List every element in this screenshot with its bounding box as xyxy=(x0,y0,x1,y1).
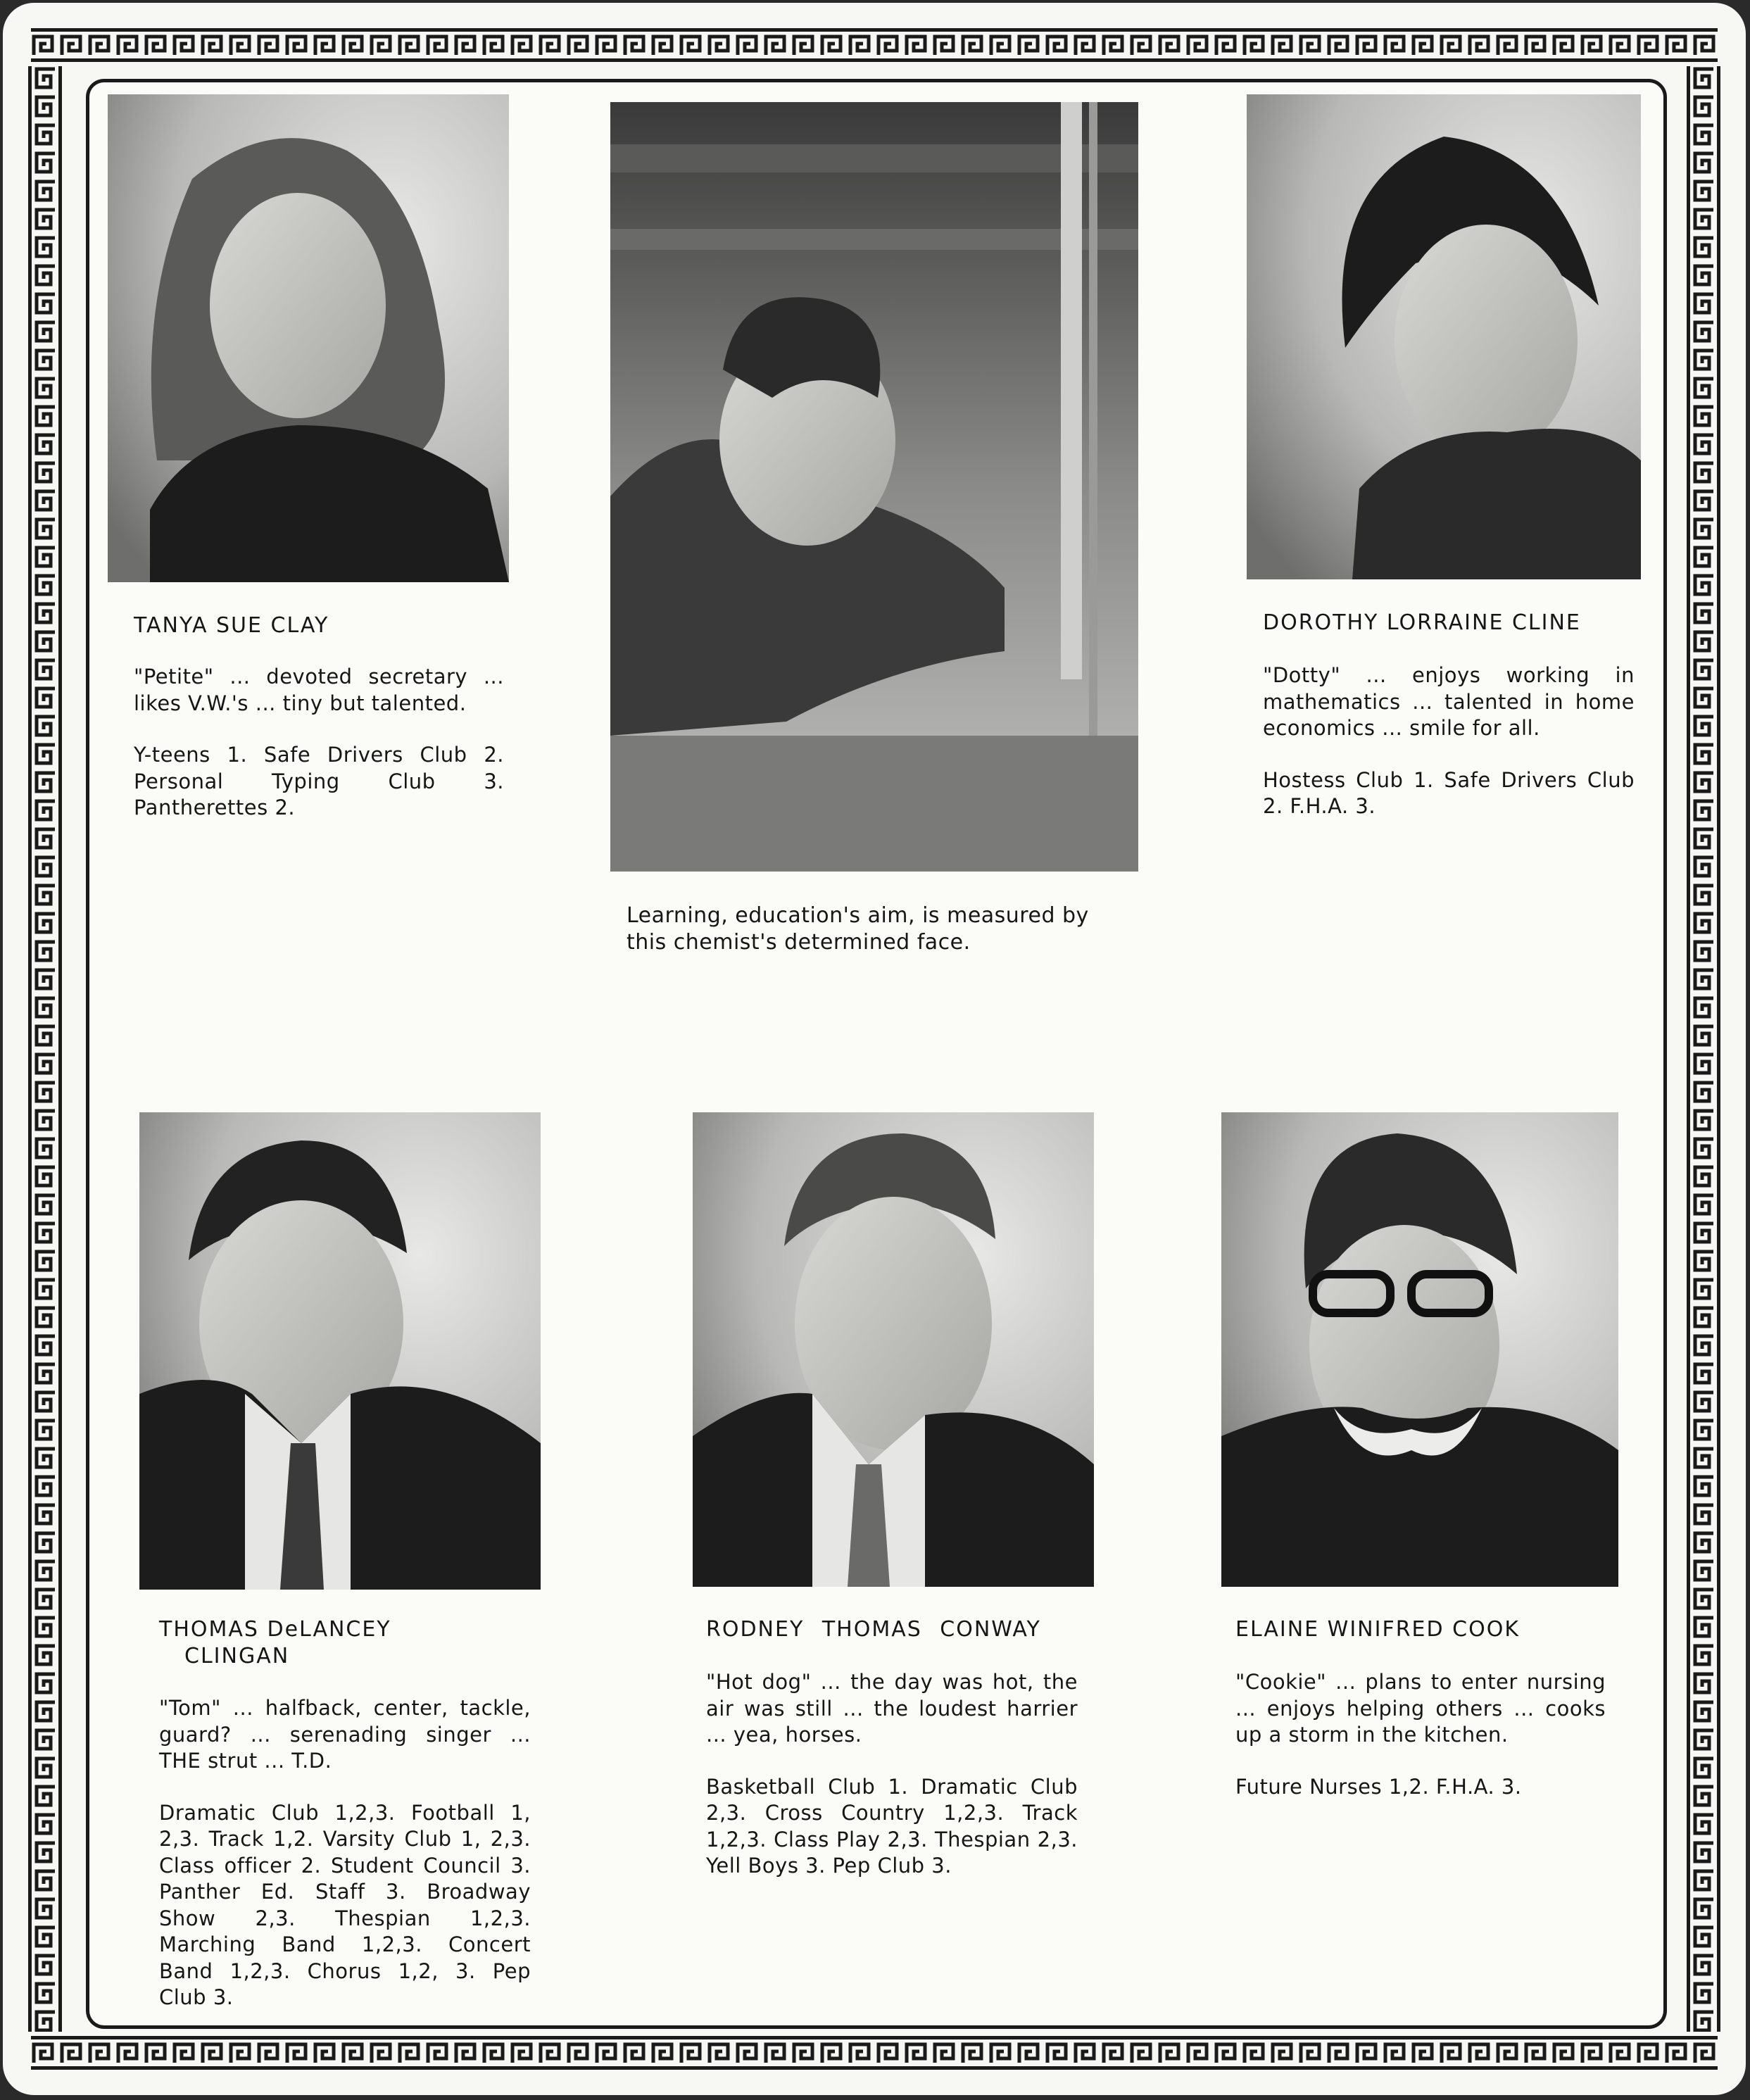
senior-quote: "Hot dog" ... the day was hot, the air was still ... the loudest harrier ... yea, horses. xyxy=(706,1670,1078,1747)
senior-quote: "Tom" ... halfback, center, tackle, guard? ... serenading singer ... THE strut ... T.D. xyxy=(159,1696,531,1773)
senior-name-line1: THOMAS DeLANCEY xyxy=(159,1617,391,1642)
senior-activities: Basketball Club 1. Dramatic Club 2,3. Cross Country 1,2,3. Track 1,2,3. Class Play 2,3. Thespian 2,3. Yell Boys 3. Pep Club 3. xyxy=(706,1774,1078,1878)
senior-name-line2: CLINGAN xyxy=(184,1644,290,1668)
senior-bio xyxy=(134,664,504,847)
senior-activities: Future Nurses 1,2. F.H.A. 3. xyxy=(1235,1774,1522,1799)
senior-quote: "Petite" ... devoted secretary ... likes V.W.'s ... tiny but talented. xyxy=(134,665,504,715)
senior-bio xyxy=(159,1695,531,2037)
greek-key-border-right xyxy=(1682,66,1725,2032)
yearbook-page xyxy=(3,3,1746,2095)
portrait-elaine-winifred-cook xyxy=(1221,1112,1618,1587)
portrait-thomas-delancey-clingan xyxy=(139,1112,541,1590)
senior-quote: "Cookie" ... plans to enter nursing ... enjoys helping others ... cooks up a storm in the kitchen. xyxy=(1235,1670,1606,1747)
senior-bio xyxy=(1235,1669,1606,1825)
senior-bio xyxy=(1263,662,1635,845)
photo-caption: Learning, education's aim, is measured by this chemist's determined face. xyxy=(627,903,1089,955)
senior-activities: Dramatic Club 1,2,3. Football 1, 2,3. Track 1,2. Varsity Club 1, 2,3. Class officer 2. Student Council 3. Panther Ed. Staff 3. Broadway Show 2,3. Thespian 1,2,3. Marching Band 1,2,3. Concert Band 1,2,3. Chorus 1,2, 3. Pep Club 3. xyxy=(159,1800,531,2009)
portrait-tanya-sue-clay xyxy=(108,94,509,582)
senior-name: TANYA SUE CLAY xyxy=(134,613,329,638)
senior-quote: "Dotty" ... enjoys working in mathematics ... talented in home economics ... smile for all. xyxy=(1263,663,1635,740)
greek-key-border-top xyxy=(31,24,1718,66)
chemist-lab-photo xyxy=(610,102,1138,872)
portrait-dorothy-lorraine-cline xyxy=(1247,94,1641,579)
senior-name xyxy=(159,1616,391,1670)
senior-activities: Y-teens 1. Safe Drivers Club 2. Personal Typing Club 3. Pantherettes 2. xyxy=(134,743,504,819)
senior-name: RODNEY THOMAS CONWAY xyxy=(706,1617,1041,1642)
senior-name: ELAINE WINIFRED COOK xyxy=(1235,1617,1520,1642)
greek-key-border-left xyxy=(24,66,66,2032)
portrait-rodney-thomas-conway xyxy=(693,1112,1094,1587)
senior-name: DOROTHY LORRAINE CLINE xyxy=(1263,610,1581,635)
greek-key-border-bottom xyxy=(31,2032,1718,2074)
senior-bio xyxy=(706,1669,1078,1905)
senior-activities: Hostess Club 1. Safe Drivers Club 2. F.H.A. 3. xyxy=(1263,767,1635,818)
